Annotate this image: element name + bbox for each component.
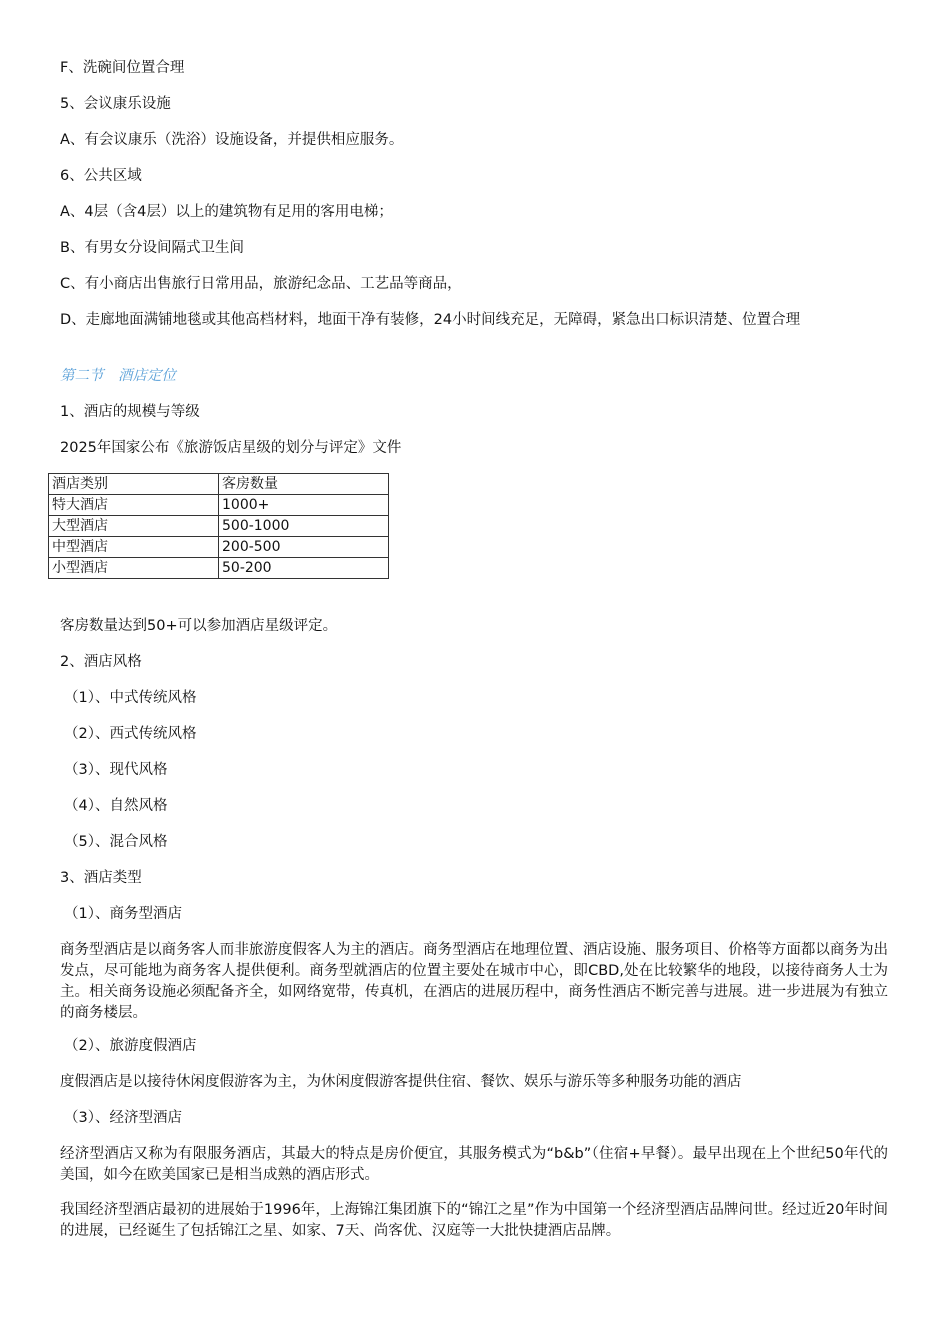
heading-hotel-type: 3、酒店类型: [60, 870, 142, 886]
paragraph-business-hotel: 商务型酒店是以商务客人而非旅游度假客人为主的酒店。商务型酒店在地理位置、酒店设施、服务项目、价格等方面都以商务为出发点，尽可能地为商务客人提供便利。商务型就酒店的位置主要处在城市中心，即CBD,处在比较繁华的地段，以接待商务人士为主。相关商务设施必须配备齐全，如网络宽带，传真机，在酒店的进展历程中，商务性酒店不断完善与进展。进一步进展为有独立的商务楼层。: [60, 942, 888, 1021]
type-heading-budget: （3）、经济型酒店: [64, 1110, 182, 1126]
style-item: （1）、中式传统风格: [64, 690, 197, 706]
table-cell: 200-500: [219, 537, 389, 558]
type-heading-business: （1）、商务型酒店: [64, 906, 182, 922]
rating-note: 客房数量达到50+可以参加酒店星级评定。: [60, 618, 338, 634]
table-cell: 特大酒店: [49, 495, 219, 516]
list-item-c-shop: C、有小商店出售旅行日常用品，旅游纪念品、工艺品等商品，: [60, 276, 462, 292]
list-item-a-meeting: A、有会议康乐（洗浴）设施设备，并提供相应服务。: [60, 132, 404, 148]
table-cell: 中型酒店: [49, 537, 219, 558]
list-item-f-dishwashing: F、洗碗间位置合理: [60, 60, 185, 76]
list-item-b-restroom: B、有男女分设间隔式卫生间: [60, 240, 244, 256]
style-item: （4）、自然风格: [64, 798, 168, 814]
table-cell: 小型酒店: [49, 558, 219, 579]
list-item-d-corridor: D、走廊地面满铺地毯或其他高档材料，地面干净有装修，24小时间线充足，无障碍，紧急出口标识清楚、位置合理: [60, 312, 801, 328]
document-reference: 2025年国家公布《旅游饭店星级的划分与评定》文件: [60, 440, 402, 456]
type-heading-resort: （2）、旅游度假酒店: [64, 1038, 197, 1054]
paragraph-budget-history: 我国经济型酒店最初的进展始于1996年，上海锦江集团旗下的“锦江之星”作为中国第一个经济型酒店品牌问世。经过近20年时间的进展，已经诞生了包括锦江之星、如家、7天、尚客优、汉庭等一大批快捷酒店品牌。: [60, 1202, 888, 1239]
table-header-cell: 客房数量: [219, 474, 389, 495]
table-header-cell: 酒店类别: [49, 474, 219, 495]
table-cell: 1000+: [219, 495, 389, 516]
table-cell: 500-1000: [219, 516, 389, 537]
heading-hotel-style: 2、酒店风格: [60, 654, 142, 670]
style-item: （2）、西式传统风格: [64, 726, 197, 742]
heading-scale-grade: 1、酒店的规模与等级: [60, 404, 200, 420]
style-item: （3）、现代风格: [64, 762, 168, 778]
heading-meeting-facilities: 5、会议康乐设施: [60, 96, 171, 112]
table-row: [49, 516, 389, 537]
heading-public-area: 6、公共区域: [60, 168, 142, 184]
paragraph-budget-hotel: 经济型酒店又称为有限服务酒店，其最大的特点是房价便宜，其服务模式为“b&b”（住宿+早餐）。最早出现在上个世纪50年代的美国，如今在欧美国家已是相当成熟的酒店形式。: [60, 1146, 888, 1183]
table-row: [49, 558, 389, 579]
style-item: （5）、混合风格: [64, 834, 168, 850]
table-cell: 大型酒店: [49, 516, 219, 537]
table-cell: 50-200: [219, 558, 389, 579]
hotel-size-table: [48, 473, 389, 579]
table-row: [49, 495, 389, 516]
list-item-a-elevator: A、4层（含4层）以上的建筑物有足用的客用电梯；: [60, 204, 393, 220]
section-heading: 第二节 酒店定位: [60, 368, 176, 384]
table-row: [49, 537, 389, 558]
paragraph-resort-hotel: 度假酒店是以接待休闲度假游客为主，为休闲度假游客提供住宿、餐饮、娱乐与游乐等多种服务功能的酒店: [60, 1074, 742, 1090]
table-header-row: [49, 474, 389, 495]
